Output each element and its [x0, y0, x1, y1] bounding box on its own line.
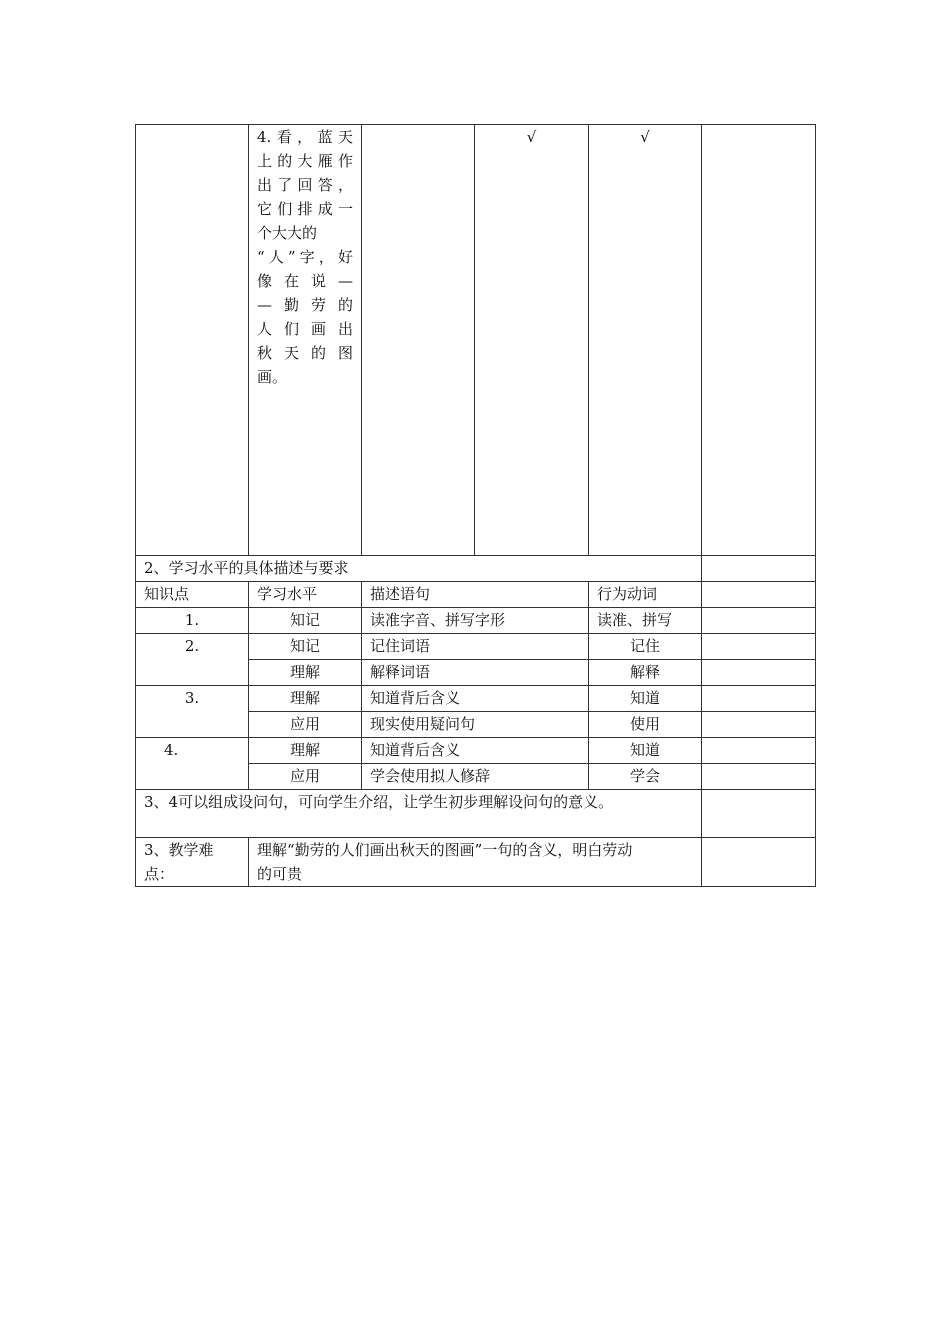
level-cell: 知记	[249, 608, 362, 634]
item4-line: 4.看，蓝天	[257, 128, 353, 146]
verb-cell: 学会	[589, 764, 702, 790]
level-cell: 理解	[249, 738, 362, 764]
header-row	[136, 582, 816, 608]
item4-line: 个大大的	[257, 224, 318, 242]
item4-line: “人”字，好	[257, 248, 353, 266]
difficulty-row	[136, 838, 816, 887]
note-row	[136, 790, 816, 838]
empty-cell	[702, 764, 816, 790]
description-cell: 知道背后含义	[362, 738, 589, 764]
table-row	[136, 738, 816, 764]
level-cell: 知记	[249, 634, 362, 660]
item4-row	[136, 125, 816, 556]
header-knowledge: 知识点	[136, 582, 249, 608]
empty-cell	[702, 608, 816, 634]
section2-heading-row	[136, 556, 816, 582]
rhetorical-question-note: 3、4可以组成设问句，可向学生介绍，让学生初步理解设问句的意义。	[136, 790, 702, 838]
empty-cell	[702, 125, 816, 556]
section2-heading: 2、学习水平的具体描述与要求	[136, 556, 702, 582]
verb-cell: 读准、拼写	[589, 608, 702, 634]
item4-line: 画。	[257, 368, 288, 386]
table-row	[136, 634, 816, 660]
description-cell: 记住词语	[362, 634, 589, 660]
check-mark-a: √	[475, 125, 589, 556]
empty-cell	[702, 790, 816, 838]
difficulty-line: 理解“勤劳的人们画出秋天的图画”一句的含义，明白劳动	[257, 841, 633, 859]
level-cell: 应用	[249, 764, 362, 790]
description-cell: 解释词语	[362, 660, 589, 686]
knowledge-point: 2.	[136, 634, 249, 686]
header-description: 描述语句	[362, 582, 589, 608]
verb-cell: 解释	[589, 660, 702, 686]
knowledge-point: 3.	[136, 686, 249, 738]
table-row	[136, 686, 816, 712]
item4-line: 秋天的图	[257, 344, 353, 362]
empty-cell	[362, 125, 475, 556]
level-cell: 应用	[249, 712, 362, 738]
check-mark-b: √	[589, 125, 702, 556]
empty-cell	[702, 838, 816, 887]
difficulty-text	[249, 838, 702, 887]
empty-cell	[136, 125, 249, 556]
description-cell: 知道背后含义	[362, 686, 589, 712]
description-cell: 学会使用拟人修辞	[362, 764, 589, 790]
header-verb: 行为动词	[589, 582, 702, 608]
empty-cell	[702, 634, 816, 660]
item4-line: 人们画出	[257, 320, 353, 338]
item4-line: 它们排成一	[257, 200, 353, 218]
verb-cell: 知道	[589, 738, 702, 764]
difficulty-label: 3、教学难点：	[136, 838, 249, 887]
empty-cell	[702, 582, 816, 608]
difficulty-line: 的可贵	[257, 865, 303, 883]
item4-line: 像在说—	[257, 272, 353, 290]
empty-cell	[702, 660, 816, 686]
knowledge-point: 1.	[136, 608, 249, 634]
verb-cell: 使用	[589, 712, 702, 738]
knowledge-point: 4.	[136, 738, 249, 790]
lesson-table	[135, 124, 816, 887]
empty-cell	[702, 686, 816, 712]
item4-line: 上的大雁作	[257, 152, 353, 170]
item4-line: —勤劳的	[257, 296, 353, 314]
level-cell: 理解	[249, 686, 362, 712]
item4-text-cell	[249, 125, 362, 556]
level-cell: 理解	[249, 660, 362, 686]
verb-cell: 知道	[589, 686, 702, 712]
item4-line: 出了回答，	[257, 176, 353, 194]
table-row	[136, 608, 816, 634]
empty-cell	[702, 712, 816, 738]
verb-cell: 记住	[589, 634, 702, 660]
description-cell: 读准字音、拼写字形	[362, 608, 589, 634]
header-level: 学习水平	[249, 582, 362, 608]
empty-cell	[702, 738, 816, 764]
empty-cell	[702, 556, 816, 582]
description-cell: 现实使用疑问句	[362, 712, 589, 738]
